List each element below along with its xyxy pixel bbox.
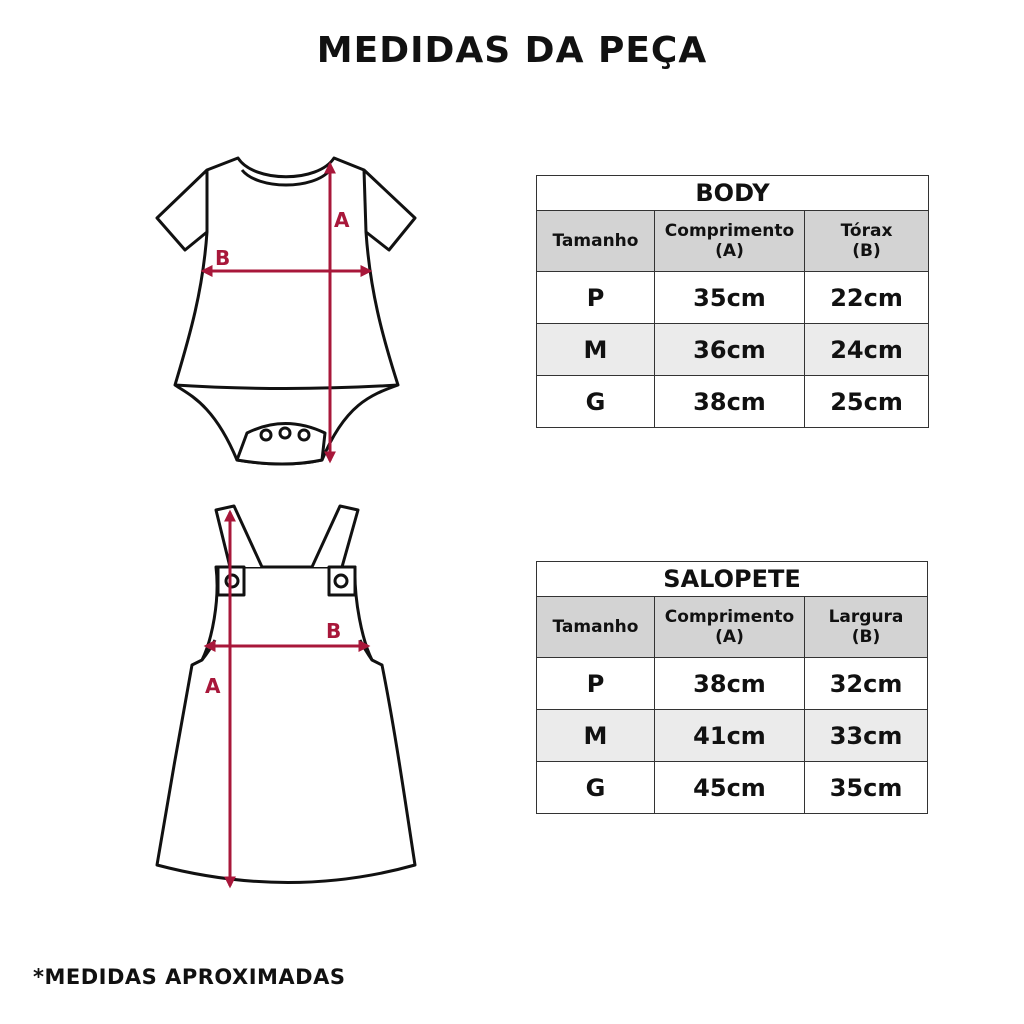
bodysuit-label-b: B [215,246,231,270]
width-cell: 22cm [805,272,929,324]
size-cell: M [537,710,655,762]
column-header-length: Comprimento (A) [655,211,805,272]
approximate-measures-note: *MEDIDAS APROXIMADAS [33,965,346,989]
column-header-width: Largura (B) [805,597,928,658]
size-cell: G [537,376,655,428]
table-row [537,324,929,376]
bodysuit-label-a: A [334,208,350,232]
width-cell: 24cm [805,324,929,376]
length-cell: 45cm [655,762,805,814]
table-caption: SALOPETE [537,562,928,597]
salopete-size-table [536,561,928,814]
column-header-size: Tamanho [537,211,655,272]
table-row [537,658,928,710]
size-cell: G [537,762,655,814]
size-cell: P [537,272,655,324]
length-cell: 35cm [655,272,805,324]
column-header-size: Tamanho [537,597,655,658]
column-header-chest: Tórax (B) [805,211,929,272]
length-cell: 38cm [655,658,805,710]
page-title: MEDIDAS DA PEÇA [316,30,708,71]
table-caption: BODY [537,176,929,211]
width-cell: 32cm [805,658,928,710]
width-cell: 35cm [805,762,928,814]
bodysuit-drawing [157,158,415,464]
length-cell: 36cm [655,324,805,376]
length-cell: 41cm [655,710,805,762]
salopete-label-b: B [326,619,342,643]
length-cell: 38cm [655,376,805,428]
body-size-table [536,175,929,428]
table-row [537,376,929,428]
table-row [537,272,929,324]
size-cell: M [537,324,655,376]
width-cell: 25cm [805,376,929,428]
column-header-length: Comprimento (A) [655,597,805,658]
table-row [537,762,928,814]
table-row [537,710,928,762]
width-cell: 33cm [805,710,928,762]
salopete-drawing [157,506,415,883]
size-cell: P [537,658,655,710]
salopete-label-a: A [205,674,221,698]
